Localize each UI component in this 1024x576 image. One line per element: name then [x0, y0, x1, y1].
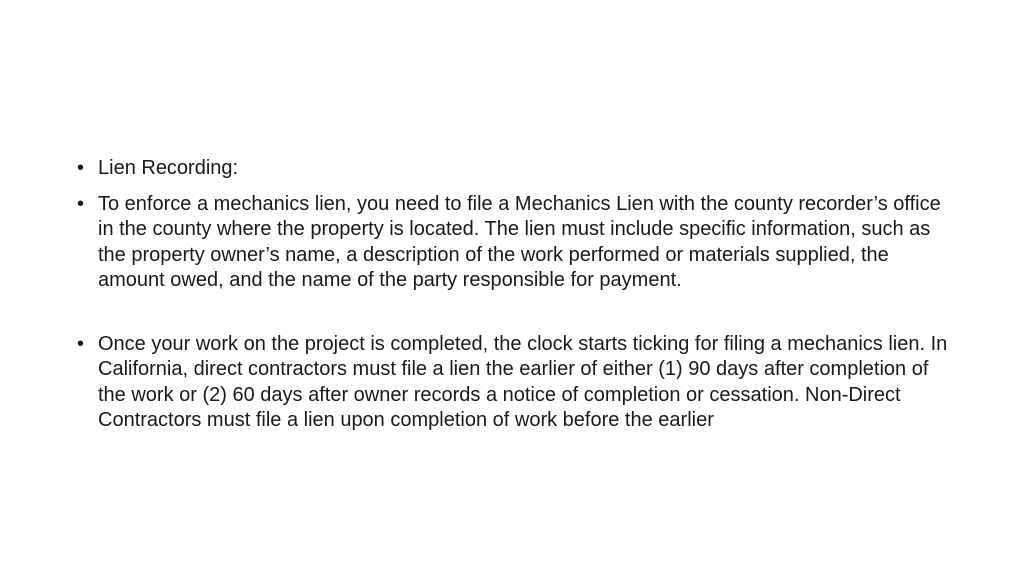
bullet-text: To enforce a mechanics lien, you need to file a Mechanics Lien with the county recorder’s office in the county where the property is located. The lien must include specific information, such as the property owner’s name, a description of the work performed or materials supplied, the amount owed, and the name of the party responsible for payment. [98, 192, 941, 291]
bullet-text: Once your work on the project is completed, the clock starts ticking for filing a mechanics lien. In California, direct contractors must file a lien the earlier of either (1) 90 days after completion of the work or (2) 60 days after owner records a notice of completion or cessation. Non-Direct Contractors must file a lien upon completion of work before the earlier [98, 332, 948, 431]
bullet-icon: • [77, 332, 85, 355]
bullet-text: Lien Recording: [98, 157, 239, 179]
bullet-icon: • [77, 192, 85, 215]
bullet-item-enforce-lien [76, 192, 956, 294]
bullet-list [76, 156, 956, 444]
bullet-item-filing-deadline [76, 332, 956, 434]
bullet-icon: • [77, 157, 85, 179]
bullet-item-lien-recording [76, 156, 956, 182]
